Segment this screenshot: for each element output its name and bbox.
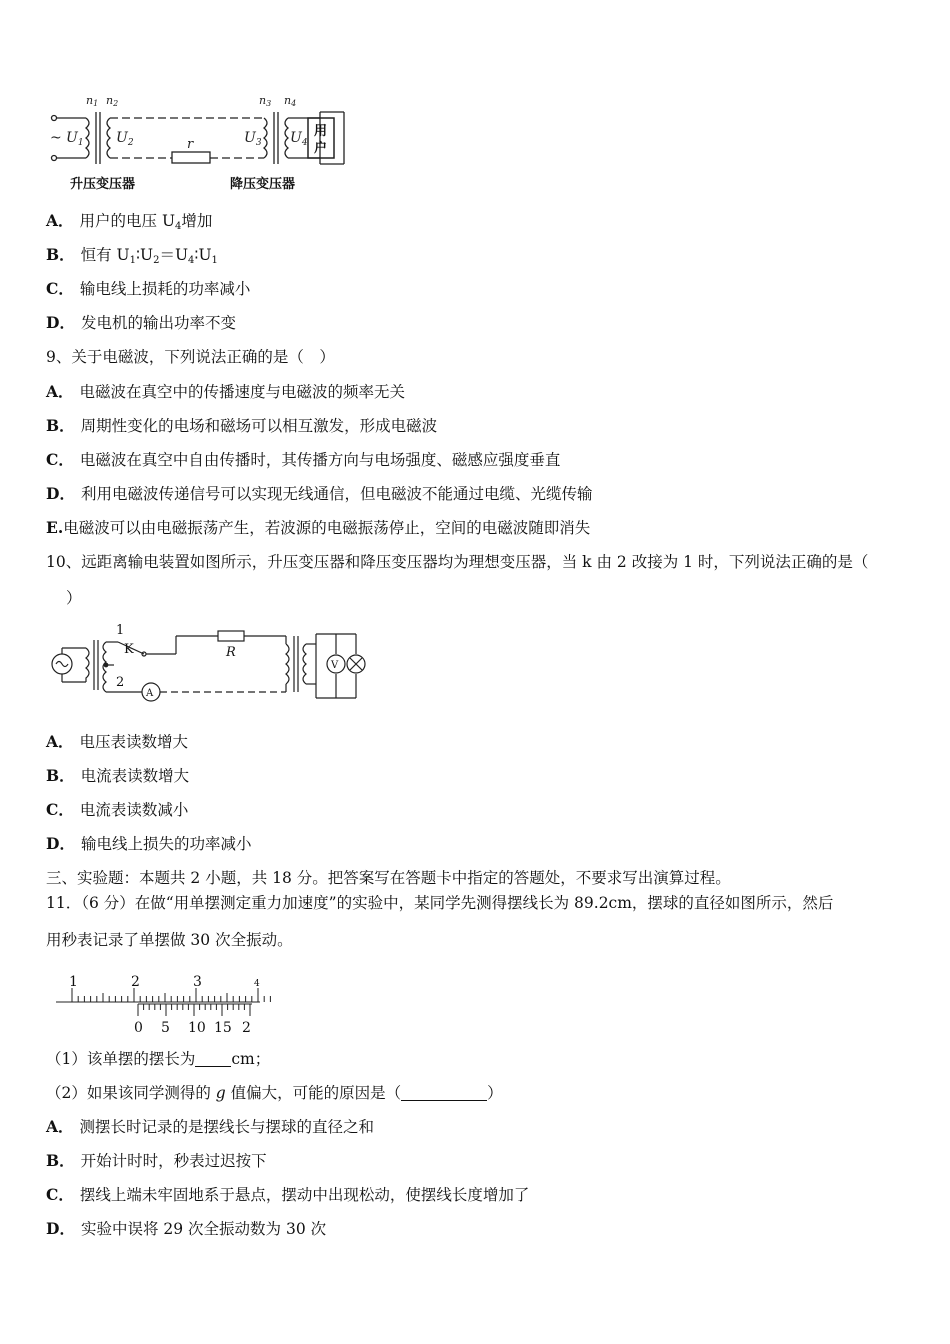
q10-option-c: C． 电流表读数减小 bbox=[46, 800, 189, 819]
step-down-label: 降压变压器 bbox=[230, 177, 296, 192]
q10-stem: 10、远距离输电装置如图所示，升压变压器和降压变压器均为理想变压器，当 k 由 2 改接为 1 时，下列说法正确的是（ bbox=[46, 553, 869, 571]
q9-option-b: B． 周期性变化的电场和磁场可以相互激发，形成电磁波 bbox=[46, 416, 438, 435]
vernier-caliper bbox=[52, 968, 272, 1038]
vernier-label-15: 15 bbox=[214, 1020, 232, 1036]
q10-circuit-diagram bbox=[46, 620, 376, 706]
n1-label: n1 bbox=[86, 94, 99, 108]
q8-option-a: A． 用户的电压 $U_4$增加 bbox=[46, 211, 213, 232]
voltmeter-label: V bbox=[331, 660, 339, 671]
q11-option-a: A． 测摆长时记录的是摆线长与摆球的直径之和 bbox=[46, 1117, 375, 1136]
q11-option-b: B． 开始计时时，秒表过迟按下 bbox=[46, 1151, 267, 1170]
q11-stem-line1: 11．（6 分）在做“用单摆测定重力加速度”的实验中，某同学先测得摆线长为 89.2cm，摆球的直径如图所示，然后 bbox=[46, 894, 834, 912]
main-scale-label-1: 1 bbox=[69, 974, 78, 990]
ac-source-symbol: ~ bbox=[50, 130, 62, 146]
u2-label: $U_2$ bbox=[116, 130, 134, 148]
q8-option-d: D． 发电机的输出功率不变 bbox=[46, 313, 236, 332]
q11-option-c: C． 摆线上端未牢固地系于悬点，摆动中出现松动，使摆线长度增加了 bbox=[46, 1185, 530, 1204]
q9-option-a: A． 电磁波在真空中的传播速度与电磁波的频率无关 bbox=[46, 382, 406, 401]
n3-label: n3 bbox=[259, 94, 272, 108]
q11-option-d: D． 实验中误将 29 次全振动数为 30 次 bbox=[46, 1219, 327, 1238]
q10-option-b: B． 电流表读数增大 bbox=[46, 766, 190, 785]
r-label: r bbox=[187, 137, 194, 152]
ammeter-label: A bbox=[146, 688, 154, 699]
terminal-1-label: 1 bbox=[116, 623, 125, 638]
u1-label: $U_1$ bbox=[66, 130, 84, 148]
u3-label: $U_3$ bbox=[244, 130, 262, 148]
vernier-label-0: 0 bbox=[134, 1020, 143, 1036]
terminal-2-label: 2 bbox=[116, 675, 125, 690]
transmission-diagram bbox=[44, 92, 354, 196]
user-label-1: 用 bbox=[314, 124, 328, 139]
answer-blank-2[interactable] bbox=[401, 1086, 487, 1101]
switch-k-label: K bbox=[124, 642, 134, 657]
transmission-figure bbox=[44, 92, 354, 200]
q9-option-d: D． 利用电磁波传递信号可以实现无线通信，但电磁波不能通过电缆、光缆传输 bbox=[46, 484, 593, 503]
user-label-2: 户 bbox=[314, 141, 328, 156]
q9-option-c: C． 电磁波在真空中自由传播时，其传播方向与电场强度、磁感应强度垂直 bbox=[46, 450, 561, 469]
main-scale-label-4: 4 bbox=[254, 979, 260, 989]
resistor-r-label: R bbox=[226, 645, 236, 660]
q11-part-2: （2）如果该同学测得的 g 值偏大，可能的原因是（ ） bbox=[46, 1084, 503, 1102]
q9-option-e: E.电磁波可以由电磁振荡产生，若波源的电磁振荡停止，空间的电磁波随即消失 bbox=[46, 518, 591, 537]
q10-stem-end: ） bbox=[66, 589, 82, 607]
main-scale-label-2: 2 bbox=[131, 974, 140, 990]
section-3-heading: 三、实验题：本题共 2 小题，共 18 分。把答案写在答题卡中指定的答题处，不要求写出演算过程。 bbox=[46, 869, 731, 887]
caliper-figure bbox=[52, 968, 272, 1042]
q10-circuit-figure bbox=[46, 620, 376, 710]
step-up-label: 升压变压器 bbox=[70, 177, 136, 192]
q11-stem-line2: 用秒表记录了单摆做 30 次全振动。 bbox=[46, 931, 293, 949]
vernier-label-10: 10 bbox=[188, 1020, 206, 1036]
q10-option-a: A． 电压表读数增大 bbox=[46, 732, 189, 751]
answer-blank-1[interactable] bbox=[195, 1052, 231, 1067]
vernier-label-5: 5 bbox=[161, 1020, 170, 1036]
q8-option-c: C． 输电线上损耗的功率减小 bbox=[46, 279, 251, 298]
q10-option-d: D． 输电线上损失的功率减小 bbox=[46, 834, 252, 853]
q9-stem: 9、关于电磁波，下列说法正确的是（ ） bbox=[46, 348, 335, 366]
q11-part-1: （1）该单摆的摆长为 cm； bbox=[46, 1050, 271, 1068]
n2-label: n2 bbox=[106, 94, 119, 108]
n4-label: n4 bbox=[284, 94, 297, 108]
u4-label: $U_4$ bbox=[290, 130, 308, 148]
vernier-label-20: 2 bbox=[242, 1020, 251, 1036]
main-scale-label-3: 3 bbox=[193, 974, 202, 990]
q8-option-b: B． 恒有 $U_1∶U_2=U_4∶U_1$ bbox=[46, 245, 218, 266]
